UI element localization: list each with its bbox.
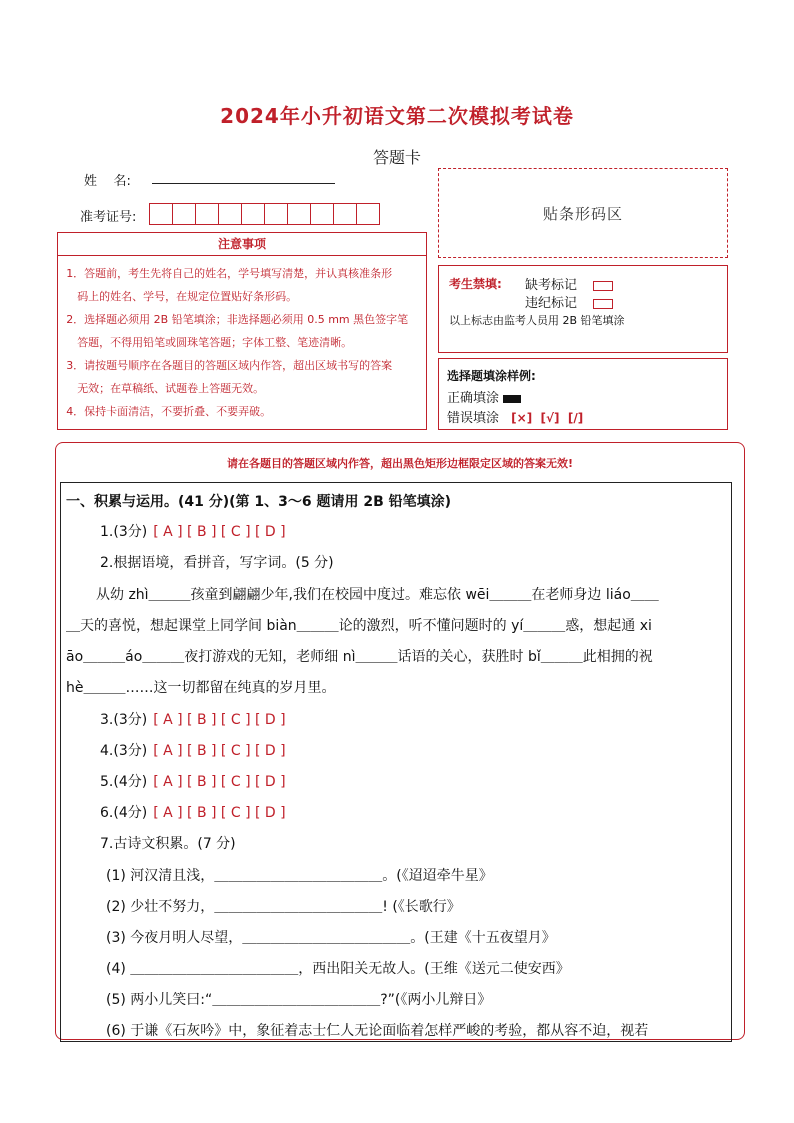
page-title: 2024年小升初语文第二次模拟考试卷 xyxy=(220,104,574,128)
id-digit-box[interactable] xyxy=(218,203,242,225)
exam-ban-label: 考生禁填: xyxy=(449,277,502,291)
poem-line[interactable]: (2) 少壮不努力，＿＿＿＿＿＿＿＿＿＿＿＿! (《长歌行》 xyxy=(106,899,461,915)
notice-item: 3．请按题号顺序在各题目的答题区域内作答，超出区域书写的答案 xyxy=(66,359,393,372)
poem-line[interactable]: (5) 两小儿笑曰:“＿＿＿＿＿＿＿＿＿＿＿＿?”(《两小儿辩日》 xyxy=(106,992,492,1008)
violation-mark-label: 违纪标记 xyxy=(525,296,578,311)
question-5-options[interactable]: [ A ] [ B ] [ C ] [ D ] xyxy=(153,774,286,790)
question-3-options[interactable]: [ A ] [ B ] [ C ] [ D ] xyxy=(153,712,286,728)
violation-mark-box[interactable] xyxy=(593,299,613,309)
question-4-options[interactable]: [ A ] [ B ] [ C ] [ D ] xyxy=(153,743,286,759)
notice-item: 1．答题前，考生先将自己的姓名，学号填写清楚，并认真核准条形 xyxy=(66,267,393,280)
question-5-label: 5.(4分) xyxy=(100,774,148,790)
absent-mark-label: 缺考标记 xyxy=(525,278,578,293)
wrong-fill-marks: [×] [√] [/] xyxy=(511,411,584,425)
notice-item: 无效；在草稿纸、试题卷上答题无效。 xyxy=(77,382,265,395)
question-5[interactable] xyxy=(100,771,296,791)
answer-warning: 请在各题目的答题区域内作答，超出黑色矩形边框限定区域的答案无效! xyxy=(226,457,573,470)
notice-item: 答题，不得用铅笔或圆珠笔答题；字体工整、笔迹清晰。 xyxy=(77,336,353,349)
name-label: 姓 名: xyxy=(84,174,131,189)
id-number-boxes[interactable] xyxy=(150,203,380,225)
pinyin-paragraph-line[interactable]: 从幼 zhì＿＿＿孩童到翩翩少年,我们在校园中度过。难忘依 wēi＿＿＿在老师身边 liáo＿＿ xyxy=(96,587,659,603)
question-3-label: 3.(3分) xyxy=(100,712,148,728)
pinyin-paragraph-line[interactable]: ＿天的喜悦，想起课堂上同学间 biàn＿＿＿论的激烈，听不懂问题时的 yí＿＿＿惑，想起通 xi xyxy=(66,618,652,634)
question-1-options[interactable]: [ A ] [ B ] [ C ] [ D ] xyxy=(153,524,286,540)
id-digit-box[interactable] xyxy=(149,203,173,225)
name-field[interactable] xyxy=(152,183,335,184)
exam-ban-note: 以上标志由监考人员用 2B 铅笔填涂 xyxy=(449,314,625,327)
id-digit-box[interactable] xyxy=(195,203,219,225)
notice-item: 码上的姓名、学号，在规定位置贴好条形码。 xyxy=(77,290,298,303)
question-6[interactable] xyxy=(100,802,296,822)
id-digit-box[interactable] xyxy=(264,203,288,225)
pinyin-paragraph-line[interactable]: hè＿＿＿……这一切都留在纯真的岁月里。 xyxy=(66,680,336,696)
notice-item: 4．保持卡面清洁，不要折叠、不要弄破。 xyxy=(66,405,272,418)
poem-line[interactable]: (4) ＿＿＿＿＿＿＿＿＿＿＿＿，西出阳关无故人。(王维《送元二使安西》 xyxy=(106,961,570,977)
pinyin-paragraph-line[interactable]: āo＿＿＿áo＿＿＿夜打游戏的无知，老师细 nì＿＿＿话语的关心，获胜时 bǐ＿＿＿此相拥的祝 xyxy=(66,649,653,665)
correct-fill-label: 正确填涂 xyxy=(447,391,500,406)
id-digit-box[interactable] xyxy=(356,203,380,225)
question-1[interactable] xyxy=(100,521,296,541)
question-3[interactable] xyxy=(100,709,296,729)
poem-line[interactable]: (3) 今夜月明人尽望，＿＿＿＿＿＿＿＿＿＿＿＿。(王建《十五夜望月》 xyxy=(106,930,556,946)
id-label: 准考证号: xyxy=(80,210,137,225)
question-2-title: 2.根据语境，看拼音，写字词。(5 分) xyxy=(100,555,334,571)
exam-ban-box xyxy=(438,265,728,353)
question-4-label: 4.(3分) xyxy=(100,743,148,759)
poem-line[interactable]: (6) 于谦《石灰吟》中，象征着志士仁人无论面临着怎样严峻的考验，都从容不迫，视若 xyxy=(106,1023,649,1039)
question-1-label: 1.(3分) xyxy=(100,524,148,540)
poem-line[interactable]: (1) 河汉清且浅，＿＿＿＿＿＿＿＿＿＿＿＿。(《迢迢牵牛星》 xyxy=(106,868,493,884)
notice-box xyxy=(57,232,427,430)
answer-card-subtitle: 答题卡 xyxy=(372,148,421,167)
question-6-options[interactable]: [ A ] [ B ] [ C ] [ D ] xyxy=(153,805,286,821)
question-6-label: 6.(4分) xyxy=(100,805,148,821)
absent-mark-box[interactable] xyxy=(593,281,613,291)
correct-fill-mark xyxy=(503,395,521,403)
fill-sample-box xyxy=(438,358,728,430)
id-digit-box[interactable] xyxy=(333,203,357,225)
barcode-area xyxy=(438,168,728,258)
section-heading: 一、积累与运用。(41 分)(第 1、3～6 题请用 2B 铅笔填涂) xyxy=(66,494,452,510)
id-digit-box[interactable] xyxy=(172,203,196,225)
id-digit-box[interactable] xyxy=(241,203,265,225)
sample-title: 选择题填涂样例: xyxy=(447,369,536,383)
notice-item: 2．选择题必须用 2B 铅笔填涂；非选择题必须用 0.5 mm 黑色签字笔 xyxy=(66,313,409,326)
barcode-label: 贴条形码区 xyxy=(542,204,623,223)
id-digit-box[interactable] xyxy=(310,203,334,225)
id-digit-box[interactable] xyxy=(287,203,311,225)
question-7-title: 7.古诗文积累。(7 分) xyxy=(100,836,236,852)
wrong-fill-label: 错误填涂 xyxy=(447,411,500,426)
question-4[interactable] xyxy=(100,740,296,760)
notice-title: 注意事项 xyxy=(58,233,426,256)
